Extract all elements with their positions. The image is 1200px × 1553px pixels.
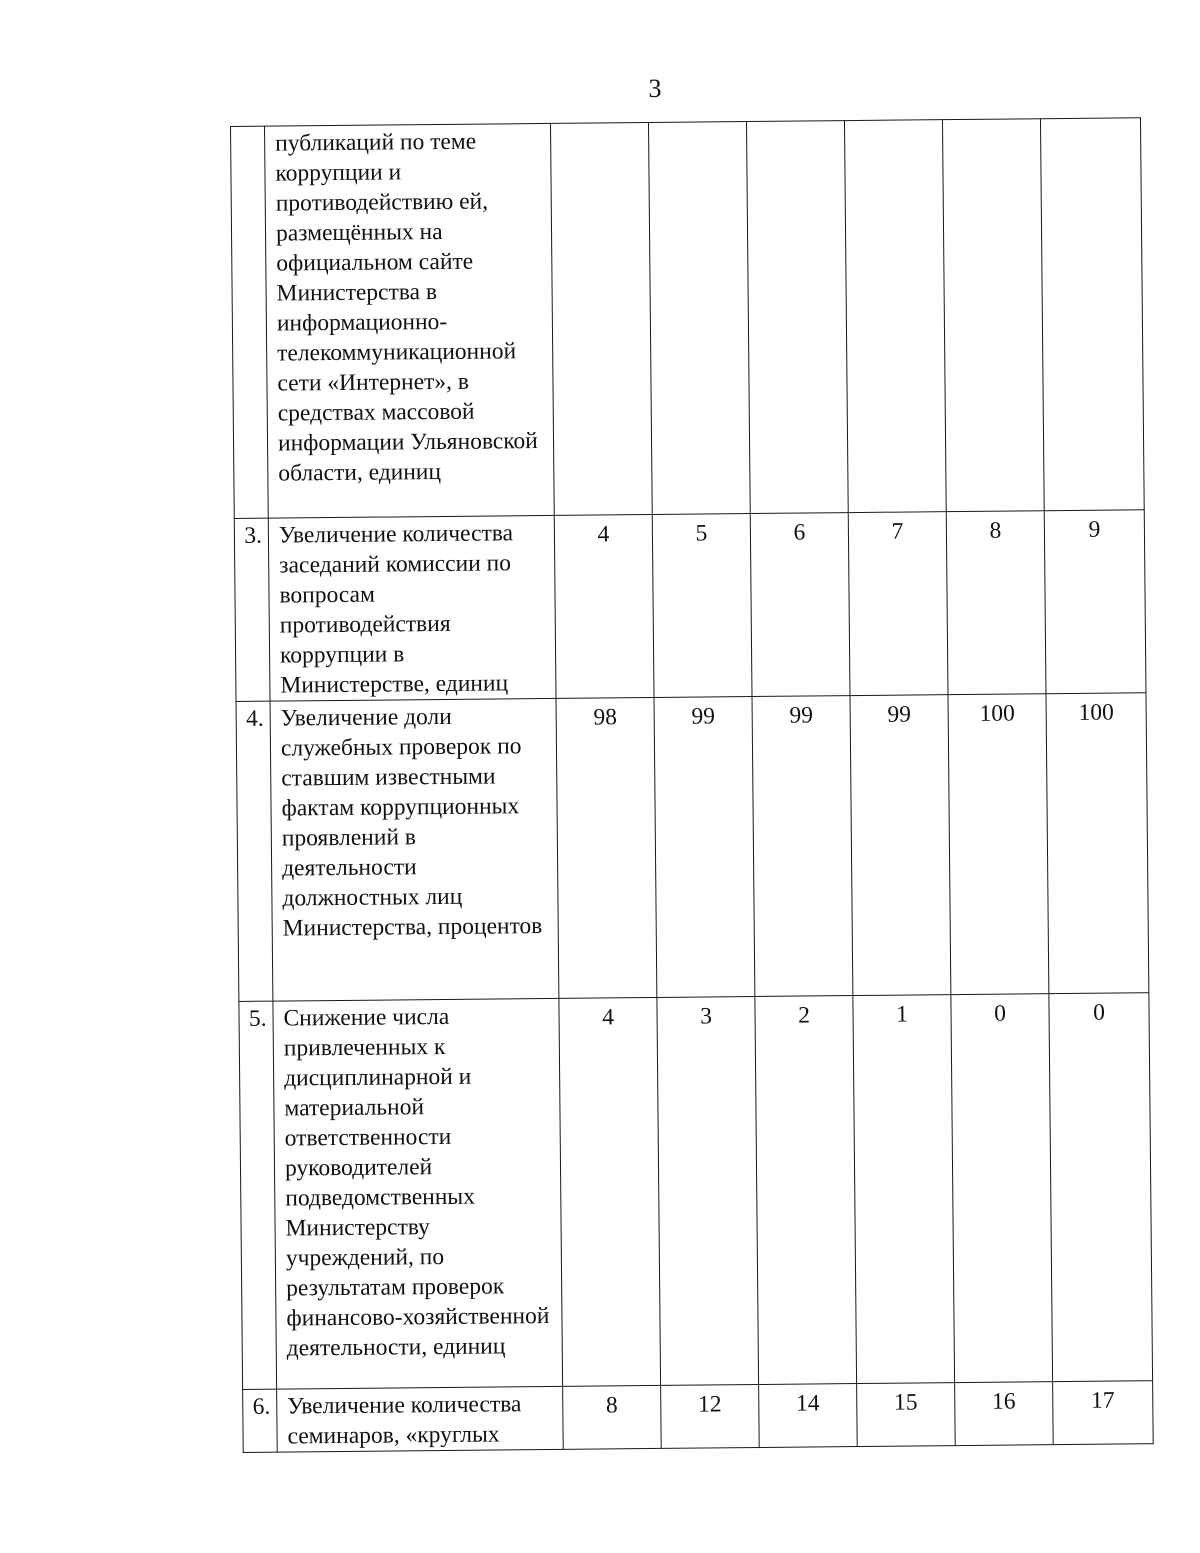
value-cell: 99	[850, 695, 951, 996]
value-cell	[844, 120, 946, 513]
value-cell: 5	[652, 514, 752, 698]
indicator-table	[230, 117, 1154, 1453]
row-number: 4.	[236, 701, 273, 1001]
indicator-description: Увеличение доли служебных проверок по ставшим известными фактам коррупционных проявлений в деятельности должностных лиц Министерства, процентов	[270, 698, 559, 1001]
row-number: 6.	[243, 1389, 278, 1452]
value-cell: 98	[556, 697, 657, 998]
row-number: 5.	[239, 1001, 277, 1389]
value-cell	[942, 119, 1044, 512]
value-cell: 15	[857, 1383, 956, 1447]
value-cell: 17	[1053, 1381, 1154, 1445]
value-cell	[746, 121, 848, 514]
table-row	[236, 693, 1149, 1002]
value-cell: 100	[1046, 693, 1149, 994]
value-cell	[550, 122, 652, 515]
value-cell: 4	[559, 997, 661, 1386]
value-cell: 14	[759, 1384, 858, 1448]
table-row	[234, 510, 1146, 702]
page-number: 3	[648, 74, 662, 103]
value-cell: 9	[1044, 510, 1146, 694]
value-cell: 16	[955, 1382, 1054, 1446]
value-cell: 0	[951, 994, 1053, 1383]
value-cell: 99	[654, 697, 755, 998]
row-number: 3.	[234, 518, 270, 701]
value-cell: 8	[563, 1385, 662, 1449]
indicator-description: Увеличение количества семинаров, «круглых	[277, 1386, 564, 1452]
value-cell: 12	[661, 1384, 760, 1448]
value-cell: 99	[752, 696, 853, 997]
value-cell: 8	[946, 511, 1046, 695]
value-cell	[1040, 118, 1144, 511]
table-row	[243, 1381, 1154, 1453]
value-cell: 100	[948, 694, 1049, 995]
table-row	[239, 993, 1153, 1390]
value-cell: 7	[848, 512, 948, 696]
row-number	[231, 126, 269, 518]
value-cell	[648, 122, 750, 515]
value-cell: 1	[853, 995, 955, 1384]
table-row	[231, 118, 1145, 519]
value-cell: 6	[750, 513, 850, 697]
value-cell: 4	[554, 514, 654, 698]
value-cell: 3	[657, 997, 759, 1386]
indicator-table-wrapper	[230, 117, 1154, 1453]
indicator-description: Увеличение количества заседаний комиссии по вопросам противодействия коррупции в Министерстве, единиц	[268, 515, 556, 701]
indicator-description: публикаций по теме коррупции и противодействию ей, размещённых на официальном сайте Министерства в информационно-телекоммуникационной сети «Интернет», в средствах массовой информации Ульяновской области, единиц	[265, 123, 555, 518]
value-cell: 0	[1049, 993, 1153, 1382]
value-cell: 2	[755, 996, 857, 1385]
indicator-description: Снижение числа привлеченных к дисциплинарной и материальной ответственности руководителей подведомственных Министерству учреждений, по результатам проверок финансово-хозяйственной деятельности, единиц	[273, 998, 563, 1389]
